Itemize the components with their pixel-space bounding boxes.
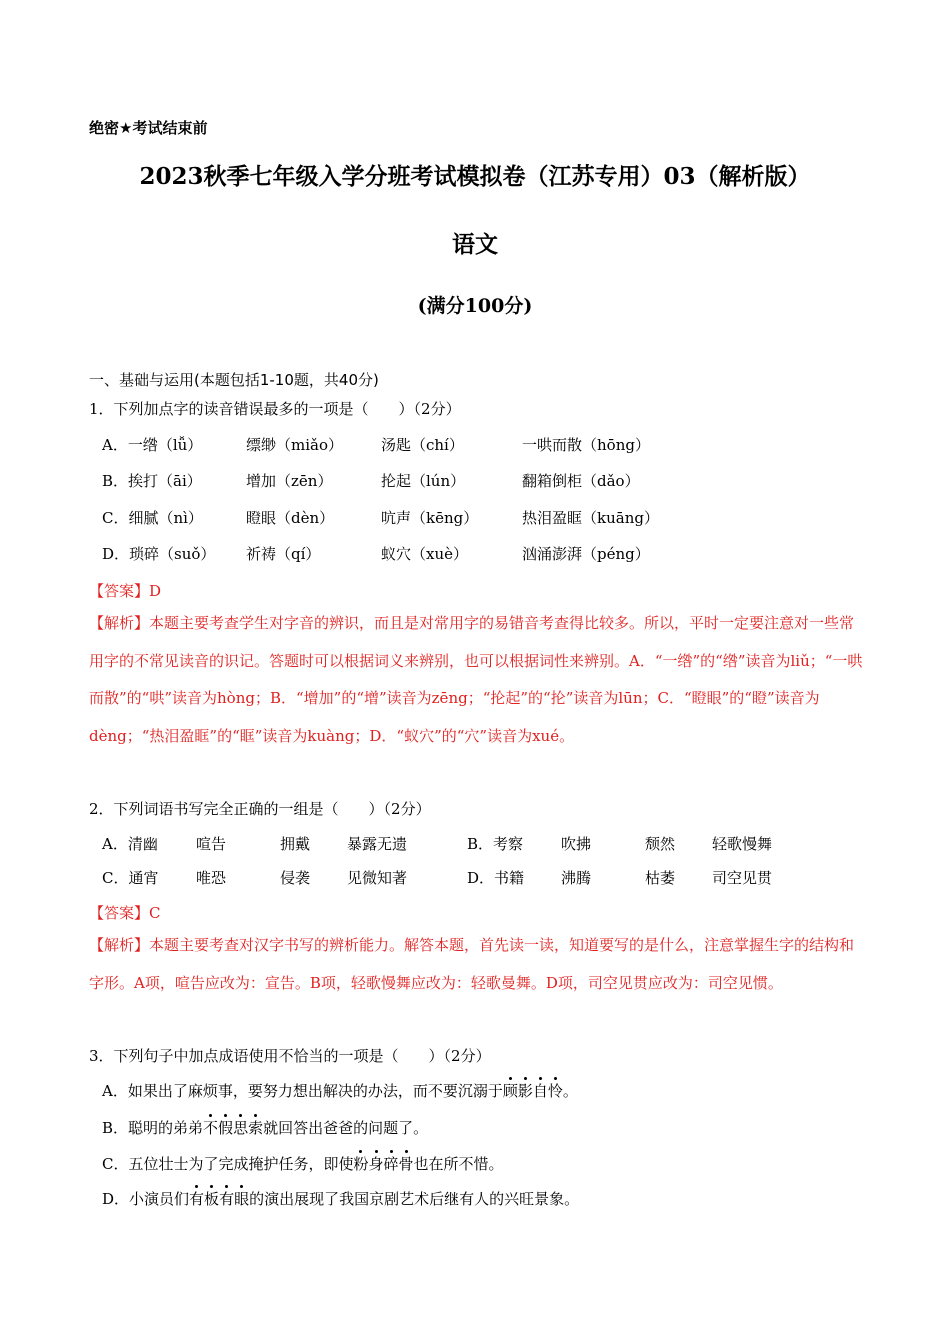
q1-option-d-1: D．琐碎（suǒ） (102, 545, 216, 563)
q2-word: C．通宵 (102, 869, 159, 887)
q3-option-text: C．五位壮士为了完成掩护任务，即使 (102, 1155, 354, 1173)
q1-option-b-4: 翻箱倒柜（dǎo） (522, 472, 640, 490)
dotted-idiom: 有板有眼 (189, 1190, 250, 1208)
confidential-label: 绝密★考试结束前 (89, 119, 208, 137)
q2-word: 唯恐 (196, 869, 227, 887)
question-1-analysis: 【解析】本题主要考查学生对字音的辨识，而且是对常用字的易错音考查得比较多。所以，平时一定要注意对一些常用字的不常见读音的识记。答题时可以根据词义来辨别，也可以根据词性来辨别。A．“一绺”的“绺”读音为liǔ；“一哄而散”的“哄”读音为hòng；B．“增加”的“增”读音为zēng；“抡起”的“抡”读音为lūn；C．“瞪眼”的“瞪”读音为dèng；“热泪盈眶”的“眶”读音为kuàng；D．“蚁穴”的“穴”读音为xué。 (89, 614, 863, 745)
q3-option-c (102, 1153, 504, 1174)
q2-word: 轻歌慢舞 (712, 835, 773, 853)
full-score: (满分100分) (417, 295, 533, 317)
q2-word: 沸腾 (561, 869, 592, 887)
q2-word: B．考察 (467, 835, 524, 853)
q3-option-text: 的演出展现了我国京剧艺术后继有人的兴旺景象。 (249, 1190, 580, 1208)
question-2-answer: 【答案】C (89, 904, 161, 922)
q1-option-b-2: 增加（zēn） (246, 472, 333, 490)
subject-title: 语文 (452, 231, 498, 258)
q1-option-b-3: 抡起（lún） (381, 472, 466, 490)
q1-option-d-3: 蚁穴（xuè） (381, 545, 468, 563)
dotted-idiom: 顾影自怜 (502, 1082, 563, 1100)
q3-option-b (102, 1117, 428, 1138)
q2-word: A．清幽 (102, 835, 158, 853)
q3-option-a (102, 1080, 578, 1101)
q1-option-d-4: 汹涌澎湃（péng） (522, 545, 650, 563)
q2-word: 暴露无遗 (347, 835, 408, 853)
question-1-answer: 【答案】D (89, 582, 162, 600)
q3-option-text: A．如果出了麻烦事，要努力想出解决的办法，而不要沉溺于 (102, 1082, 503, 1100)
q2-word: 喧告 (196, 835, 227, 853)
q3-option-text: 。 (562, 1082, 578, 1100)
q1-option-a-3: 汤匙（chí） (381, 436, 464, 454)
question-1-stem: 1．下列加点字的读音错误最多的一项是（ ）（2分） (89, 400, 461, 418)
q2-word: 见微知著 (347, 869, 408, 887)
q3-option-text: 就回答出爸爸的问题了。 (263, 1119, 429, 1137)
q3-option-text: B．聪明的弟弟 (102, 1119, 204, 1137)
dotted-idiom: 粉身碎骨 (353, 1155, 414, 1173)
q1-option-c-2: 瞪眼（dèn） (246, 509, 335, 527)
question-2-stem: 2．下列词语书写完全正确的一组是（ ）（2分） (89, 800, 431, 818)
q1-option-b-1: B．挨打（āi） (102, 472, 202, 490)
q2-word: 侵袭 (280, 869, 311, 887)
q1-option-c-1: C．细腻（nì） (102, 509, 203, 527)
q1-option-a-2: 缥缈（miǎo） (246, 436, 343, 454)
q2-word: 颓然 (645, 835, 676, 853)
q1-option-c-4: 热泪盈眶（kuāng） (522, 509, 659, 527)
exam-title: 2023秋季七年级入学分班考试模拟卷（江苏专用）03（解析版） (139, 163, 811, 190)
q1-option-a-1: A．一绺（lǚ） (102, 436, 203, 454)
q1-option-a-4: 一哄而散（hōng） (522, 436, 650, 454)
q2-word: 司空见贯 (712, 869, 773, 887)
question-2-analysis: 【解析】本题主要考查对汉字书写的辨析能力。解答本题，首先读一读，知道要写的是什么，注意掌握生字的结构和字形。A项，喧告应改为：宣告。B项，轻歌慢舞应改为：轻歌曼舞。D项，司空见贯应改为：司空见惯。 (89, 936, 855, 992)
q1-option-d-2: 祈祷（qí） (246, 545, 321, 563)
question-3-stem: 3．下列句子中加点成语使用不恰当的一项是（ ）（2分） (89, 1047, 491, 1065)
q3-option-text: 也在所不惜。 (413, 1155, 504, 1173)
section-heading: 一、基础与运用(本题包括1-10题，共40分) (89, 371, 379, 389)
q2-word: 拥戴 (280, 835, 311, 853)
q2-word: 吹拂 (561, 835, 592, 853)
q3-option-d (102, 1188, 579, 1209)
dotted-idiom: 不假思索 (203, 1119, 264, 1137)
q2-word: 枯萎 (645, 869, 676, 887)
q3-option-text: D．小演员们 (102, 1190, 190, 1208)
q1-option-c-3: 吭声（kēng） (381, 509, 479, 527)
q2-word: D．书籍 (467, 869, 525, 887)
